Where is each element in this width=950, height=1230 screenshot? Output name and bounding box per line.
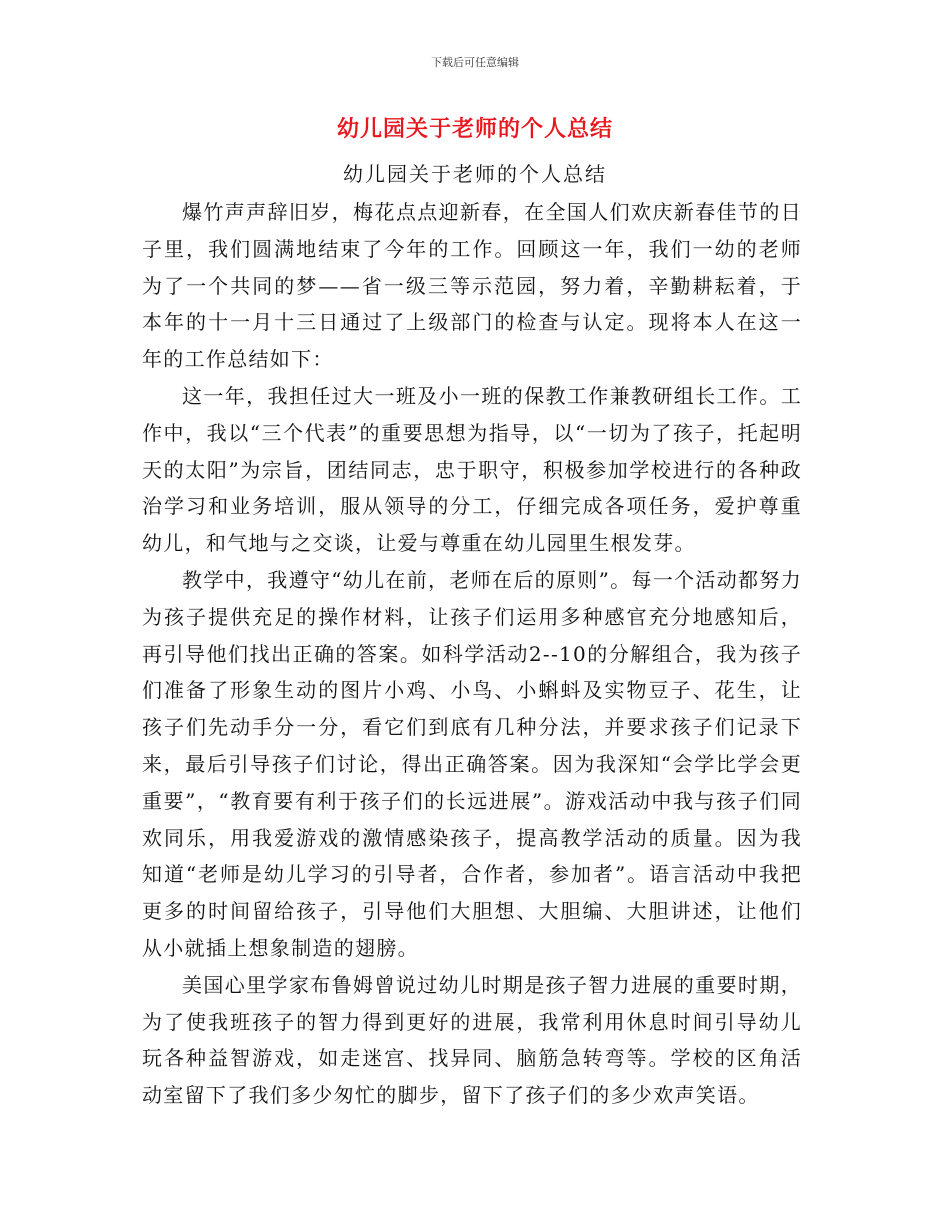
paragraph: 爆竹声声辞旧岁，梅花点点迎新春，在全国人们欢庆新春佳节的日子里，我们圆满地结束了今年的工作。回顾这一年，我们一幼的老师为了一个共同的梦——省一级三等示范园，努力着，辛勤耕耘着，于本年的十一月十三日通过了上级部门的检查与认定。现将本人在这一年的工作总结如下： <box>142 200 802 372</box>
document-subtitle: 幼儿园关于老师的个人总结 <box>343 162 607 186</box>
header-note: 下载后可任意编辑 <box>431 56 519 69</box>
paragraph: 美国心里学家布鲁姆曾说过幼儿时期是孩子智力进展的重要时期，为了使我班孩子的智力得到更好的进展，我常利用休息时间引导幼儿玩各种益智游戏，如走迷宫、找异同、脑筋急转弯等。学校的区角活动室留下了我们多少匆忙的脚步，留下了孩子们的多少欢声笑语。 <box>142 972 802 1108</box>
paragraph: 这一年，我担任过大一班及小一班的保教工作兼教研组长工作。工作中，我以“三个代表”的重要思想为指导，以“一切为了孩子，托起明天的太阳”为宗旨，团结同志，忠于职守，积极参加学校进行的各种政治学习和业务培训，服从领导的分工，仔细完成各项任务，爱护尊重幼儿，和气地与之交谈，让爱与尊重在幼儿园里生根发芽。 <box>142 383 802 556</box>
document-title: 幼儿园关于老师的个人总结 <box>336 117 613 142</box>
document-body <box>142 194 802 1114</box>
paragraph: 教学中，我遵守“幼儿在前，老师在后的原则”。每一个活动都努力为孩子提供充足的操作材料，让孩子们运用多种感官充分地感知后，再引导他们找出正确的答案。如科学活动2--10的分解组合，我为孩子们准备了形象生动的图片小鸡、小鸟、小蝌蚪及实物豆子、花生，让孩子们先动手分一分，看它们到底有几种分法，并要求孩子们记录下来，最后引导孩子们讨论，得出正确答案。因为我深知“会学比学会更重要”，“教育要有利于孩子们的长远进展”。游戏活动中我与孩子们同欢同乐，用我爱游戏的激情感染孩子，提高教学活动的质量。因为我知道“老师是幼儿学习的引导者，合作者，参加者”。语言活动中我把更多的时间留给孩子，引导他们大胆想、大胆编、大胆讲述，让他们从小就插上想象制造的翅膀。 <box>142 567 802 960</box>
